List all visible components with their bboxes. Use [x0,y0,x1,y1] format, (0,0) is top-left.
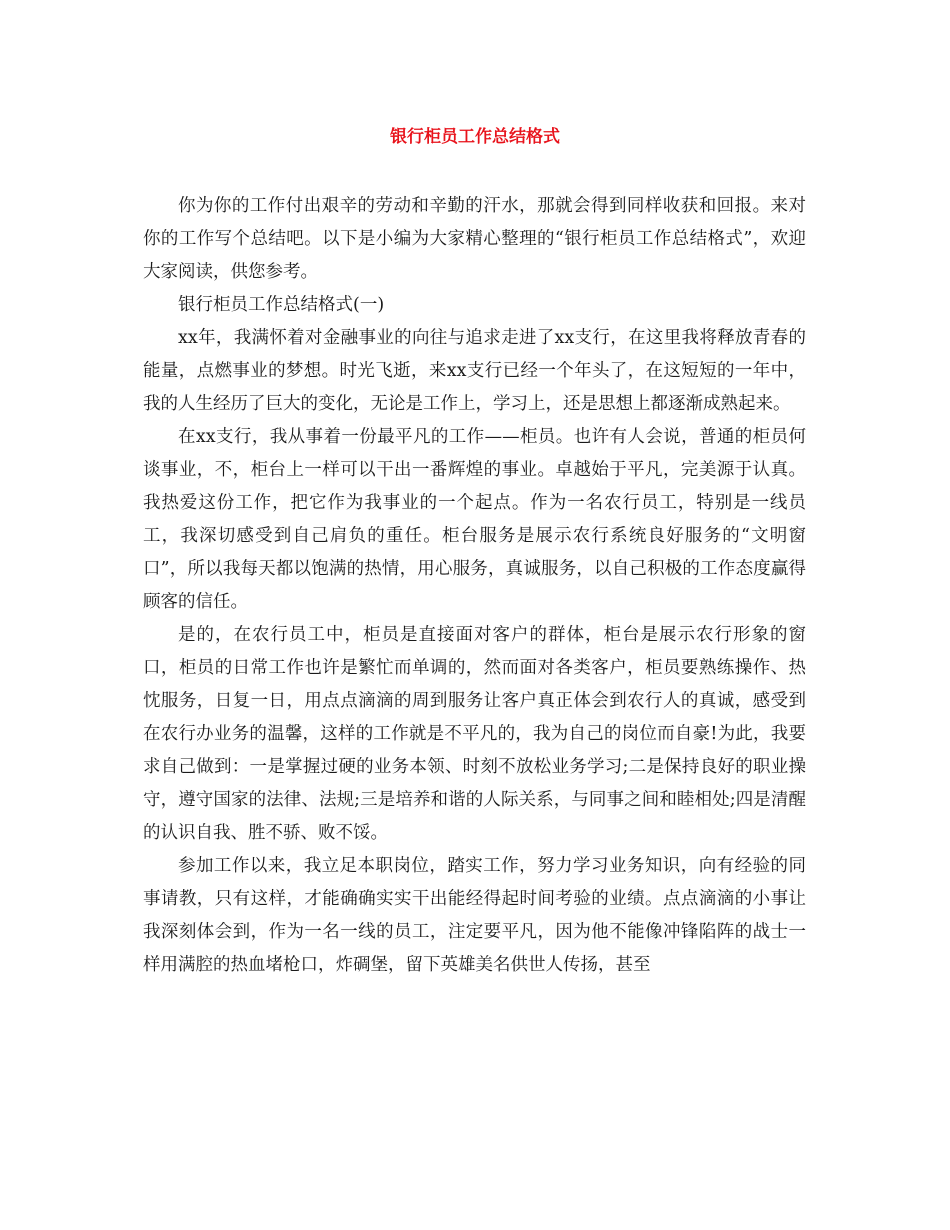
paragraph-1: xx年，我满怀着对金融事业的向往与追求走进了xx支行，在这里我将释放青春的能量，点燃事业的梦想。时光飞逝，来xx支行已经一个年头了，在这短短的一年中，我的人生经历了巨大的变化，无论是工作上，学习上，还是思想上都逐渐成熟起来。 [143,328,806,414]
document-title: 银行柜员工作总结格式 [390,127,560,147]
document-body [143,190,806,982]
paragraph-3: 是的，在农行员工中，柜员是直接面对客户的群体，柜台是展示农行形象的窗口，柜员的日常工作也许是繁忙而单调的，然而面对各类客户，柜员要熟练操作、热忱服务，日复一日，用点点滴滴的周到服务让客户真正体会到农行人的真诚，感受到在农行办业务的温馨，这样的工作就是不平凡的，我为自己的岗位而自豪!为此，我要求自己做到：一是掌握过硬的业务本领、时刻不放松业务学习;二是保持良好的职业操守，遵守国家的法律、法规;三是培养和谐的人际关系，与同事之间和睦相处;四是清醒的认识自我、胜不骄、败不馁。 [143,625,806,843]
section-heading: 银行柜员工作总结格式(一) [178,295,385,315]
paragraph-intro: 你为你的工作付出艰辛的劳动和辛勤的汗水，那就会得到同样收获和回报。来对你的工作写个总结吧。以下是小编为大家精心整理的“银行柜员工作总结格式”，欢迎大家阅读，供您参考。 [143,196,806,282]
paragraph-2: 在xx支行，我从事着一份最平凡的工作——柜员。也许有人会说，普通的柜员何谈事业，不，柜台上一样可以干出一番辉煌的事业。卓越始于平凡，完美源于认真。我热爱这份工作，把它作为我事业的一个起点。作为一名农行员工，特别是一线员工，我深切感受到自己肩负的重任。柜台服务是展示农行系统良好服务的“文明窗口”，所以我每天都以饱满的热情，用心服务，真诚服务，以自己积极的工作态度赢得顾客的信任。 [143,427,806,612]
paragraph-4: 参加工作以来，我立足本职岗位，踏实工作，努力学习业务知识，向有经验的同事请教，只有这样，才能确确实实干出能经得起时间考验的业绩。点点滴滴的小事让我深刻体会到，作为一名一线的员工，注定要平凡，因为他不能像冲锋陷阵的战士一样用满腔的热血堵枪口，炸碉堡，留下英雄美名供世人传扬，甚至 [143,856,806,975]
